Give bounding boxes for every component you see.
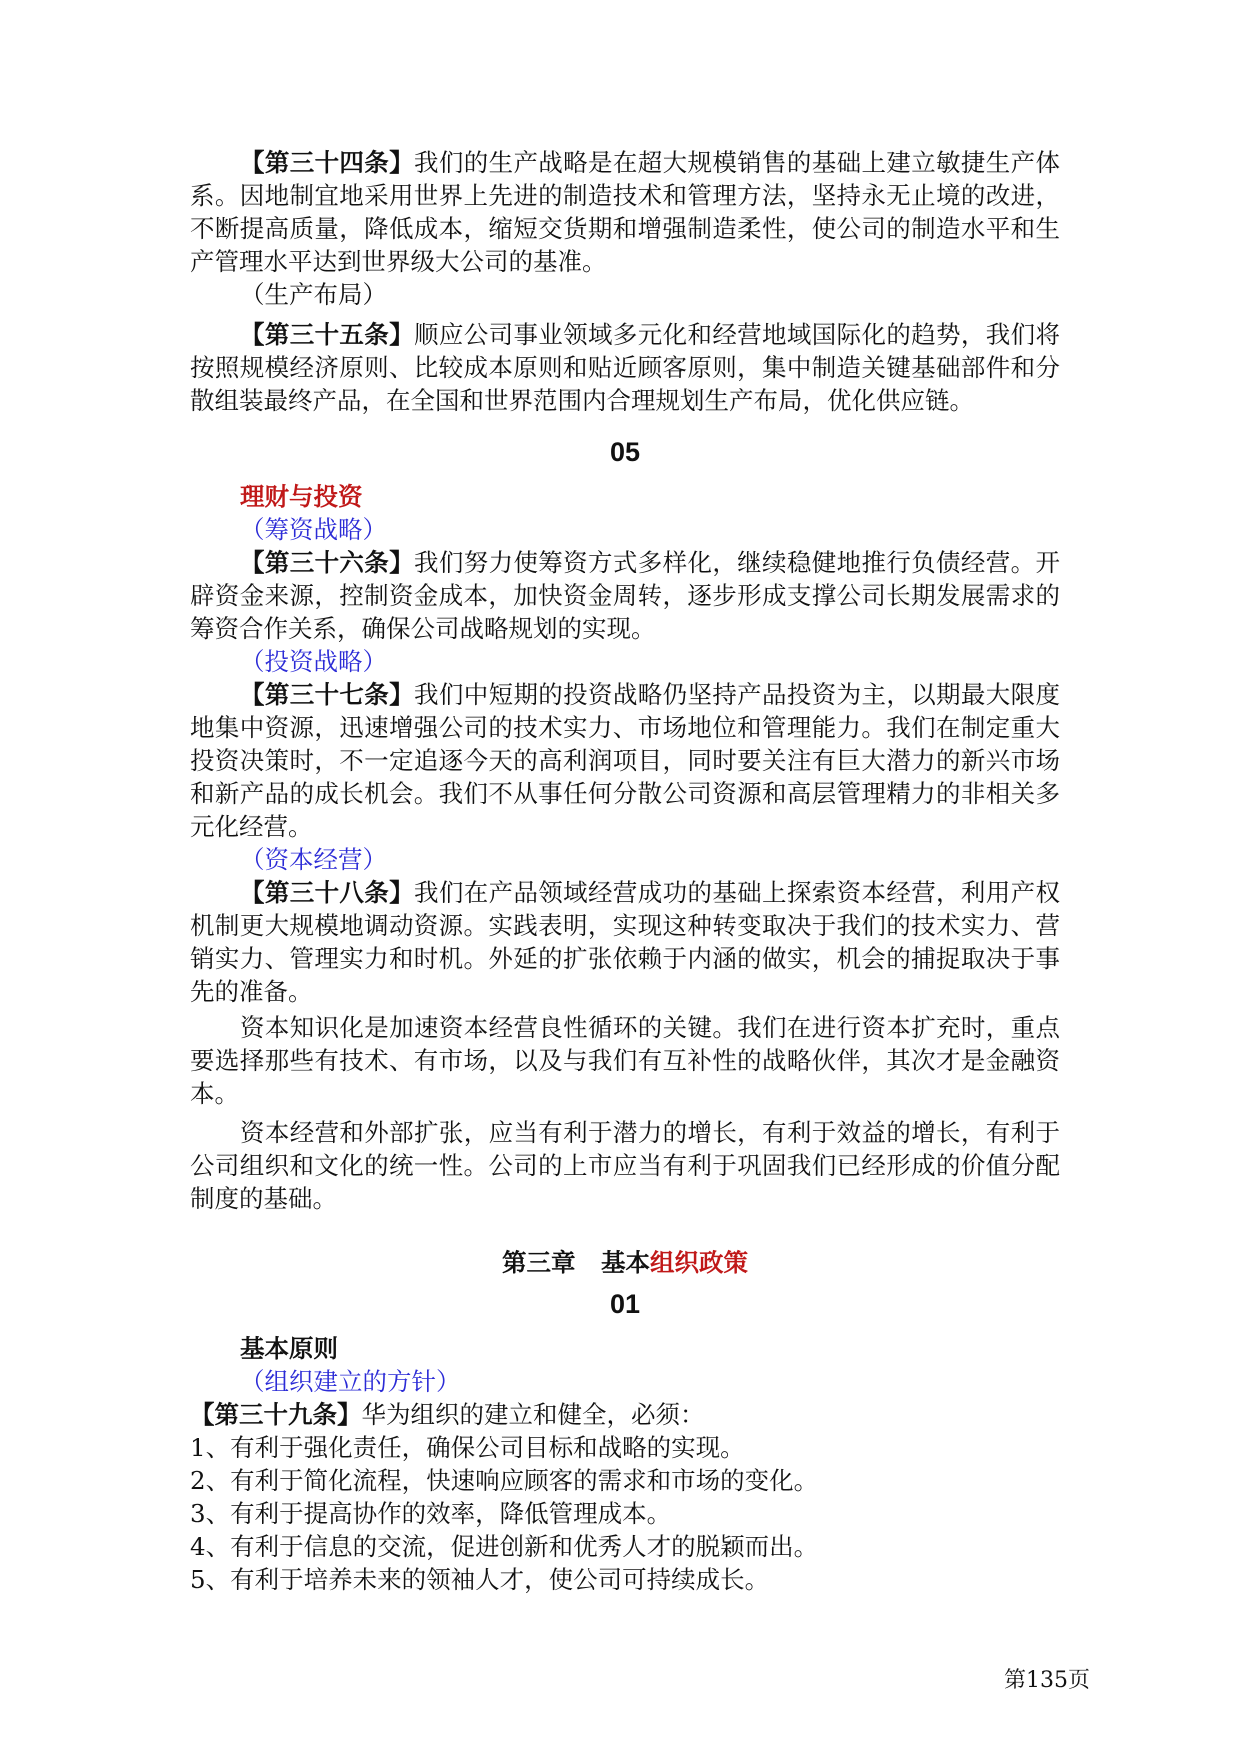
article-37-text: 我们中短期的投资战略仍坚持产品投资为主，以期最大限度地集中资源，迅速增强公司的技术实力、市场地位和管理能力。我们在制定重大投资决策时，不一定追逐今天的高利润项目，同时要关注有巨大潜力的新兴市场和新产品的成长机会。我们不从事任何分散公司资源和高层管理精力的非相关多元化经营。	[190, 680, 1060, 841]
document-page	[190, 146, 1060, 1596]
article-34-label: 【第三十四条】	[240, 148, 415, 177]
article-35	[190, 318, 1060, 417]
subheading-production-layout: （生产布局）	[240, 280, 387, 309]
article-39-label: 【第三十九条】	[190, 1400, 362, 1429]
paragraph-capital-knowledge: 资本知识化是加速资本经营良性循环的关键。我们在进行资本扩充时，重点要选择那些有技术、有市场，以及与我们有互补性的战略伙伴，其次才是金融资本。	[190, 1013, 1060, 1108]
principles-list	[190, 1431, 1060, 1596]
subheading-financing: （筹资战略）	[240, 515, 387, 544]
subheading-investment: （投资战略）	[240, 647, 387, 676]
section-title-basic-principles: 基本原则	[240, 1334, 338, 1363]
article-37	[190, 678, 1060, 843]
article-38	[190, 876, 1060, 1008]
article-39	[190, 1398, 1060, 1431]
list-item: 4、有利于信息的交流，促进创新和优秀人才的脱颖而出。	[190, 1532, 819, 1561]
chapter-title-highlight: 组织政策	[650, 1248, 749, 1277]
list-item: 1、有利于强化责任，确保公司目标和战略的实现。	[190, 1433, 745, 1462]
article-36	[190, 546, 1060, 645]
section-number-01: 01	[609, 1289, 641, 1319]
chapter-title	[190, 1246, 1060, 1279]
subheading-capital: （资本经营）	[240, 845, 387, 874]
section-number-05: 05	[609, 437, 641, 467]
article-36-text: 我们努力使筹资方式多样化，继续稳健地推行负债经营。开辟资金来源，控制资金成本，加快资金周转，逐步形成支撑公司长期发展需求的筹资合作关系，确保公司战略规划的实现。	[190, 548, 1060, 643]
article-34	[190, 146, 1060, 278]
chapter-title-prefix: 第三章 基本	[501, 1248, 651, 1277]
list-item: 3、有利于提高协作的效率，降低管理成本。	[190, 1499, 672, 1528]
article-39-text: 华为组织的建立和健全，必须：	[361, 1400, 705, 1429]
article-35-text: 顺应公司事业领域多元化和经营地域国际化的趋势，我们将按照规模经济原则、比较成本原则和贴近顾客原则，集中制造关键基础部件和分散组装最终产品，在全国和世界范围内合理规划生产布局，优化供应链。	[190, 320, 1060, 415]
list-item: 5、有利于培养未来的领袖人才，使公司可持续成长。	[190, 1565, 770, 1594]
subheading-org-policy: （组织建立的方针）	[240, 1367, 461, 1396]
article-38-label: 【第三十八条】	[240, 878, 415, 907]
article-34-text: 我们的生产战略是在超大规模销售的基础上建立敏捷生产体系。因地制宜地采用世界上先进的制造技术和管理方法，坚持永无止境的改进，不断提高质量，降低成本，缩短交货期和增强制造柔性，使公司的制造水平和生产管理水平达到世界级大公司的基准。	[190, 148, 1060, 276]
article-37-label: 【第三十七条】	[240, 680, 415, 709]
article-35-label: 【第三十五条】	[240, 320, 415, 349]
article-38-text: 我们在产品领域经营成功的基础上探索资本经营，利用产权机制更大规模地调动资源。实践表明，实现这种转变取决于我们的技术实力、营销实力、管理实力和时机。外延的扩张依赖于内涵的做实，机会的捕捉取决于事先的准备。	[190, 878, 1060, 1006]
section-title-finance: 理财与投资	[240, 482, 363, 511]
list-item: 2、有利于简化流程，快速响应顾客的需求和市场的变化。	[190, 1466, 819, 1495]
page-number: 第135页	[1004, 1668, 1090, 1693]
article-36-label: 【第三十六条】	[240, 548, 415, 577]
paragraph-capital-expansion: 资本经营和外部扩张，应当有利于潜力的增长，有利于效益的增长，有利于公司组织和文化的统一性。公司的上市应当有利于巩固我们已经形成的价值分配制度的基础。	[190, 1118, 1060, 1213]
